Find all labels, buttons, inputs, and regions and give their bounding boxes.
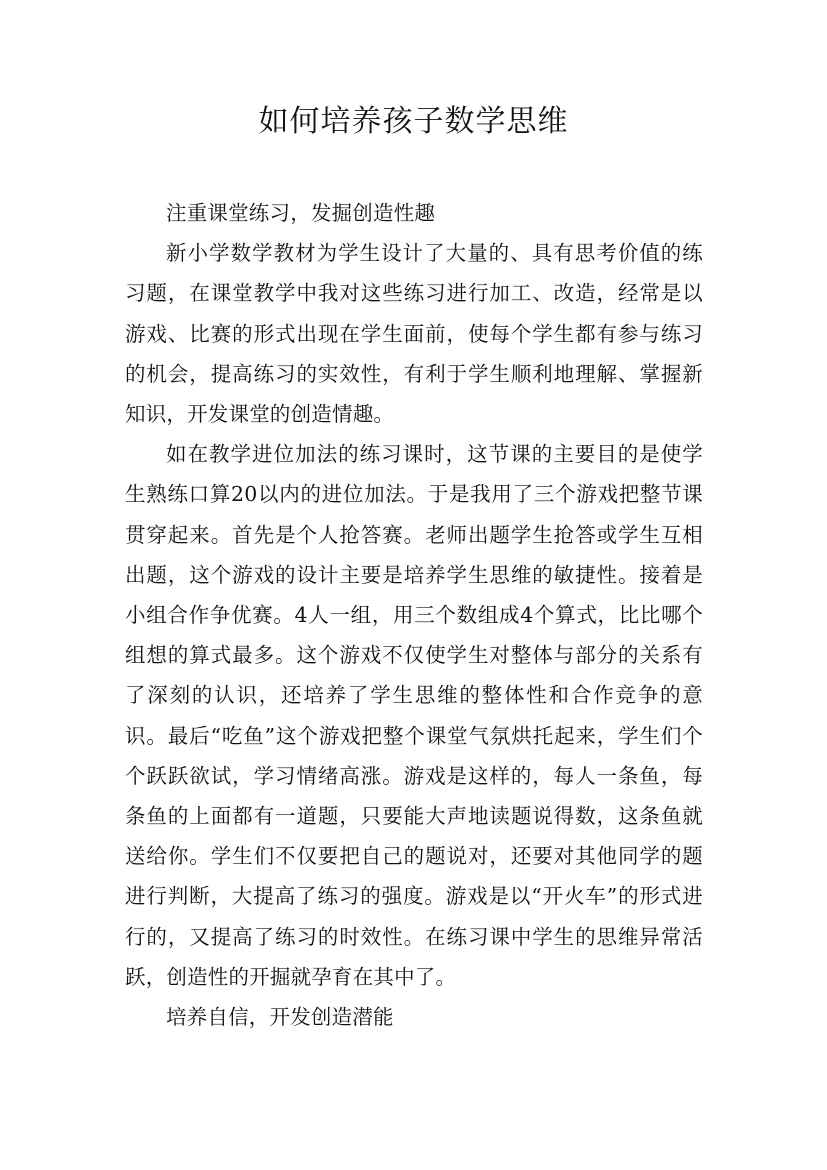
paragraph: 如在教学进位加法的练习课时，这节课的主要目的是使学生熟练口算20以内的进位加法。于是我用了三个游戏把整节课贯穿起来。首先是个人抢答赛。老师出题学生抢答或学生互相出题，这个游戏的设计主要是培养学生思维的敏捷性。接着是小组合作争优赛。4人一组，用三个数组成4个算式，比比哪个组想的算式最多。这个游戏不仅使学生对整体与部分的关系有了深刻的认识，还培养了学生思维的整体性和合作竞争的意识。最后“吃鱼”这个游戏把整个课堂气氛烘托起来，学生们个个跃跃欲试，学习情绪高涨。游戏是这样的，每人一条鱼，每条鱼的上面都有一道题，只要能大声地读题说得数，这条鱼就送给你。学生们不仅要把自己的题说对，还要对其他同学的题进行判断，大提高了练习的强度。游戏是以“开火车”的形式进行的，又提高了练习的时效性。在练习课中学生的思维异常活跃，创造性的开掘就孕育在其中了。	[125, 442, 703, 989]
section-heading: 注重课堂练习，发掘创造性趣	[166, 201, 436, 225]
page-title: 如何培养孩子数学思维	[258, 104, 569, 139]
document-body	[125, 193, 703, 1037]
paragraph: 新小学数学教材为学生设计了大量的、具有思考价值的练习题，在课堂教学中我对这些练习进行加工、改造，经常是以游戏、比赛的形式出现在学生面前，使每个学生都有参与练习的机会，提高练习的实效性，有利于学生顺利地理解、掌握新知识，开发课堂的创造情趣。	[125, 241, 703, 427]
section-heading: 培养自信，开发创造潜能	[166, 1005, 394, 1030]
